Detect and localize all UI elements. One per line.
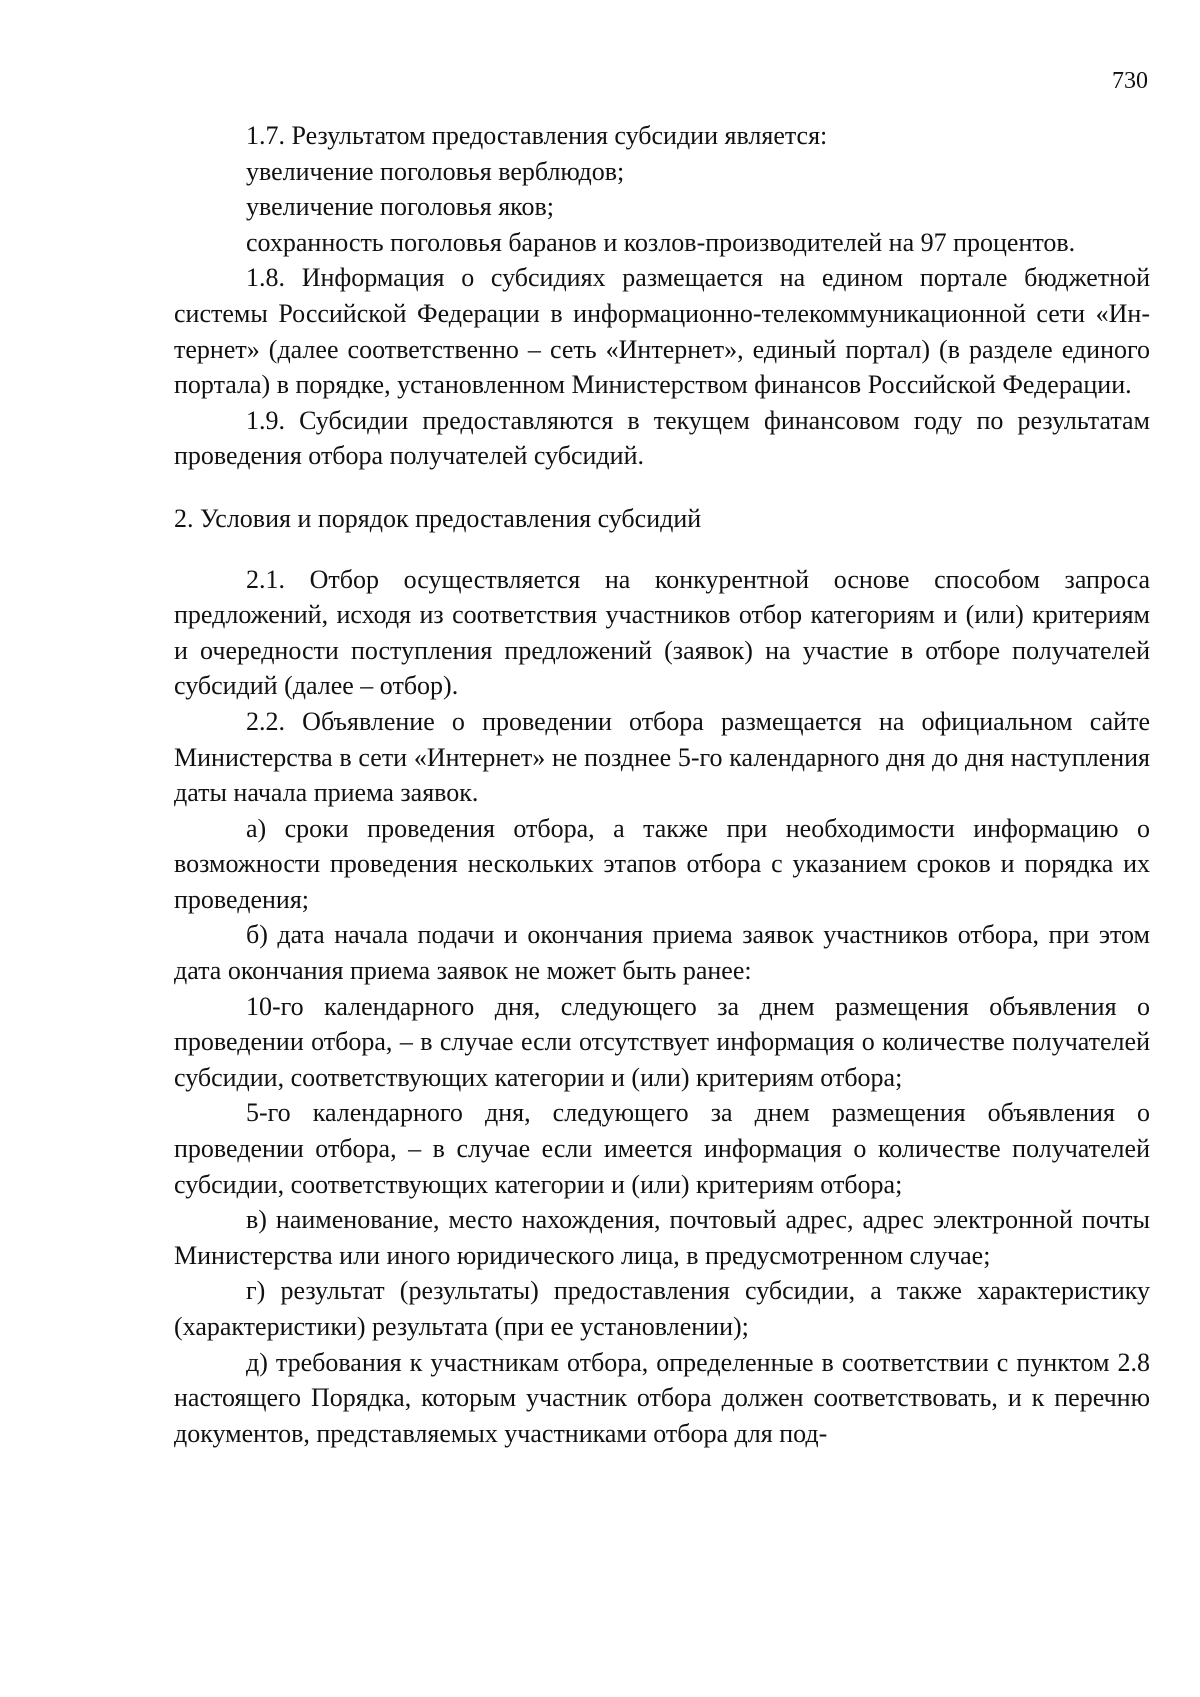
paragraph-1-8: 1.8. Информация о субсидиях размещается на едином портале бюджетной системы Российской Федерации в информационно-телекоммуникационной сети «Ин-тернет» (далее соответственно – сеть «Интернет», единый портал) (в разделе единого портала) в порядке, установленном Министерством финансов Российской Федерации. (174, 263, 1150, 400)
list-item-b: б) дата начала подачи и окончания приема заявок участников отбора, при этом дата окончания приема заявок не может быть ранее: (174, 920, 1150, 986)
list-item-g: г) результат (результаты) предоставления субсидии, а также характеристику (характеристики) результата (при ее установлении); (174, 1276, 1150, 1341)
paragraph-2-2: 2.2. Объявление о проведении отбора размещается на официальном сайте Министерства в сети «Интернет» не позднее 5-го календарного дня до дня наступления даты начала приема заявок. (174, 706, 1150, 808)
paragraph-1-9: 1.9. Субсидии предоставляются в текущем финансовом году по результатам проведения отбора получателей субсидий. (174, 405, 1150, 471)
page-number: 730 (1112, 68, 1148, 94)
list-item-yaks: увеличение поголовья яков; (246, 192, 554, 222)
list-item-a: а) сроки проведения отбора, а также при необходимости информацию о возможности проведения нескольких этапов отбора с указанием сроков и порядка их проведения; (174, 813, 1150, 914)
list-item-rams-goats: сохранность поголовья баранов и козлов-производителей на 97 процентов. (246, 227, 1076, 257)
paragraph-1-7: 1.7. Результатом предоставления субсидии является: (246, 121, 828, 150)
document-body (174, 118, 1150, 1451)
paragraph-2-1: 2.1. Отбор осуществляется на конкурентной основе способом запроса предложений, исходя из соответствия участников отбор категориям и (или) критериям и очередности поступления предложений (заявок) на участие в отборе получателей субсидий (далее – отбор). (174, 564, 1150, 701)
list-item-5th-day: 5-го календарного дня, следующего за днем размещения объявления о проведении отбора, – в случае если имеется информация о количестве получателей субсидии, соответствующих категории и (или) критериям отбора; (174, 1098, 1150, 1199)
list-item-camels: увеличение поголовья верблюдов; (246, 156, 625, 186)
list-item-d: д) требования к участникам отбора, определенные в соответствии с пунктом 2.8 настоящего Порядка, которым участник отбора должен соответствовать, и к перечню документов, представляемых участниками отбора для под- (174, 1347, 1150, 1448)
section-heading: 2. Условия и порядок предоставления субсидий (174, 503, 702, 533)
list-item-v: в) наименование, место нахождения, почтовый адрес, адрес электронной почты Министерства или иного юридического лица, в предусмотренном случае; (174, 1205, 1150, 1270)
list-item-10th-day: 10-го календарного дня, следующего за днем размещения объявления о проведении отбора, – в случае если отсутствует информация о количестве получателей субсидии, соответствующих категории и (или) критериям отбора; (174, 991, 1150, 1092)
